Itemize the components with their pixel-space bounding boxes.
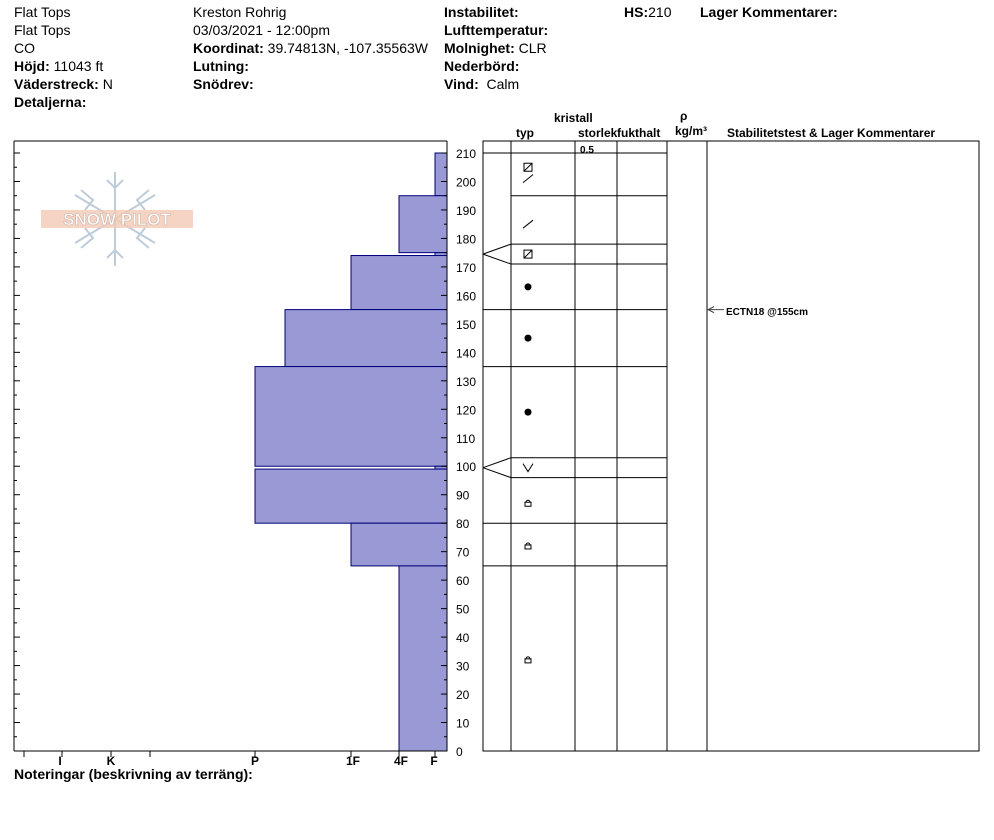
svg-text:SNOW PILOT: SNOW PILOT bbox=[63, 210, 171, 229]
height-tick-label: 80 bbox=[456, 517, 470, 532]
observer: Kreston Rohrig bbox=[193, 4, 287, 20]
hardness-label: I bbox=[58, 754, 62, 768]
layer-comments-label: Lager Kommentarer: bbox=[700, 4, 838, 20]
height-tick-label: 20 bbox=[456, 688, 470, 703]
height-tick-label: 120 bbox=[456, 403, 477, 418]
height-tick-label: 210 bbox=[456, 147, 477, 162]
height-tick-label: 90 bbox=[456, 488, 470, 503]
height-tick-label: 0 bbox=[456, 745, 463, 759]
grain-surface-hoar-symbol bbox=[523, 464, 533, 472]
details-label: Detaljerna: bbox=[14, 94, 87, 110]
col-size: storlek bbox=[578, 126, 618, 140]
height-tick-label: 140 bbox=[456, 346, 477, 361]
height-tick-label: 160 bbox=[456, 289, 477, 304]
state: CO bbox=[14, 40, 35, 56]
hardness-bar bbox=[399, 566, 447, 751]
height-tick-label: 150 bbox=[456, 317, 477, 332]
grain-precip-decomp-slash bbox=[524, 163, 532, 171]
grain-decomposing-symbol bbox=[523, 220, 533, 228]
hs-row: HS:210 bbox=[624, 4, 672, 20]
hardness-bar bbox=[351, 523, 447, 566]
height-tick-label: 70 bbox=[456, 545, 470, 560]
layer-connector bbox=[483, 254, 511, 264]
hardness-label: 1F bbox=[345, 754, 361, 768]
aspect-row: Väderstreck: N bbox=[14, 76, 113, 92]
height-tick-label: 100 bbox=[456, 460, 477, 475]
height-tick-label: 60 bbox=[456, 574, 470, 589]
snowpilot-logo bbox=[37, 170, 197, 270]
stability-test-label: ECTN18 @155cm bbox=[726, 307, 809, 318]
height-tick-label: 40 bbox=[456, 631, 470, 646]
col-density-unit: kg/m³ bbox=[675, 124, 708, 138]
layer-connector bbox=[483, 244, 511, 254]
layer-connector bbox=[483, 458, 511, 468]
grain-decomposing-symbol bbox=[523, 175, 533, 183]
elevation-row: Höjd: 11043 ft bbox=[14, 58, 104, 74]
grain-precip-decomp-slash bbox=[524, 250, 532, 258]
hardness-bar bbox=[435, 153, 447, 196]
hardness-label: K bbox=[106, 754, 116, 768]
grain-faceted-rounded-symbol bbox=[525, 502, 531, 506]
height-tick-label: 180 bbox=[456, 232, 477, 247]
col-type: typ bbox=[516, 126, 534, 140]
hardness-bar bbox=[255, 469, 447, 523]
coordinate-row: Koordinat: 39.74813N, -107.35563W bbox=[193, 40, 428, 56]
instability-label: Instabilitet: bbox=[444, 4, 519, 20]
grain-faceted-rounded-symbol bbox=[525, 659, 531, 663]
wind-row: Vind: Calm bbox=[444, 76, 520, 92]
col-moisture: fukthalt bbox=[617, 126, 661, 140]
height-tick-label: 190 bbox=[456, 203, 477, 218]
height-tick-label: 10 bbox=[456, 716, 470, 731]
height-tick-label: 30 bbox=[456, 659, 470, 674]
col-rho: ρ bbox=[680, 109, 688, 123]
sky-row: Molnighet: CLR bbox=[444, 40, 547, 56]
hardness-label: F bbox=[430, 754, 438, 768]
drift-label: Snödrev: bbox=[193, 76, 254, 92]
col-stability: Stabilitetstest & Lager Kommentarer bbox=[727, 126, 936, 140]
location-line-1: Flat Tops bbox=[14, 4, 71, 20]
hardness-bar bbox=[285, 310, 447, 367]
grain-faceted-rounded-symbol bbox=[525, 545, 531, 549]
height-tick-label: 130 bbox=[456, 374, 477, 389]
slope-label: Lutning: bbox=[193, 58, 249, 74]
notes-label: Noteringar (beskrivning av terräng): bbox=[14, 766, 253, 782]
layer-size-value: 0.5 bbox=[580, 145, 594, 156]
height-tick-label: 200 bbox=[456, 175, 477, 190]
height-tick-label: 110 bbox=[456, 431, 476, 446]
datetime: 03/03/2021 - 12:00pm bbox=[193, 22, 330, 38]
grain-rounded-symbol bbox=[525, 283, 532, 290]
grain-rounded-symbol bbox=[525, 409, 532, 416]
precip-label: Nederbörd: bbox=[444, 58, 520, 74]
col-crystal: kristall bbox=[554, 111, 593, 125]
layer-connector bbox=[483, 468, 511, 478]
hardness-bar bbox=[351, 256, 447, 310]
air-temp-label: Lufttemperatur: bbox=[444, 22, 549, 38]
grain-rounded-symbol bbox=[525, 335, 532, 342]
height-tick-label: 170 bbox=[456, 260, 477, 275]
hardness-label: P bbox=[250, 754, 260, 768]
hardness-bar bbox=[399, 196, 447, 253]
height-tick-label: 50 bbox=[456, 602, 470, 617]
hardness-label: 4F bbox=[393, 754, 409, 768]
layer-table-frame bbox=[483, 141, 979, 751]
location-line-2: Flat Tops bbox=[14, 22, 71, 38]
hardness-bar bbox=[255, 367, 447, 467]
